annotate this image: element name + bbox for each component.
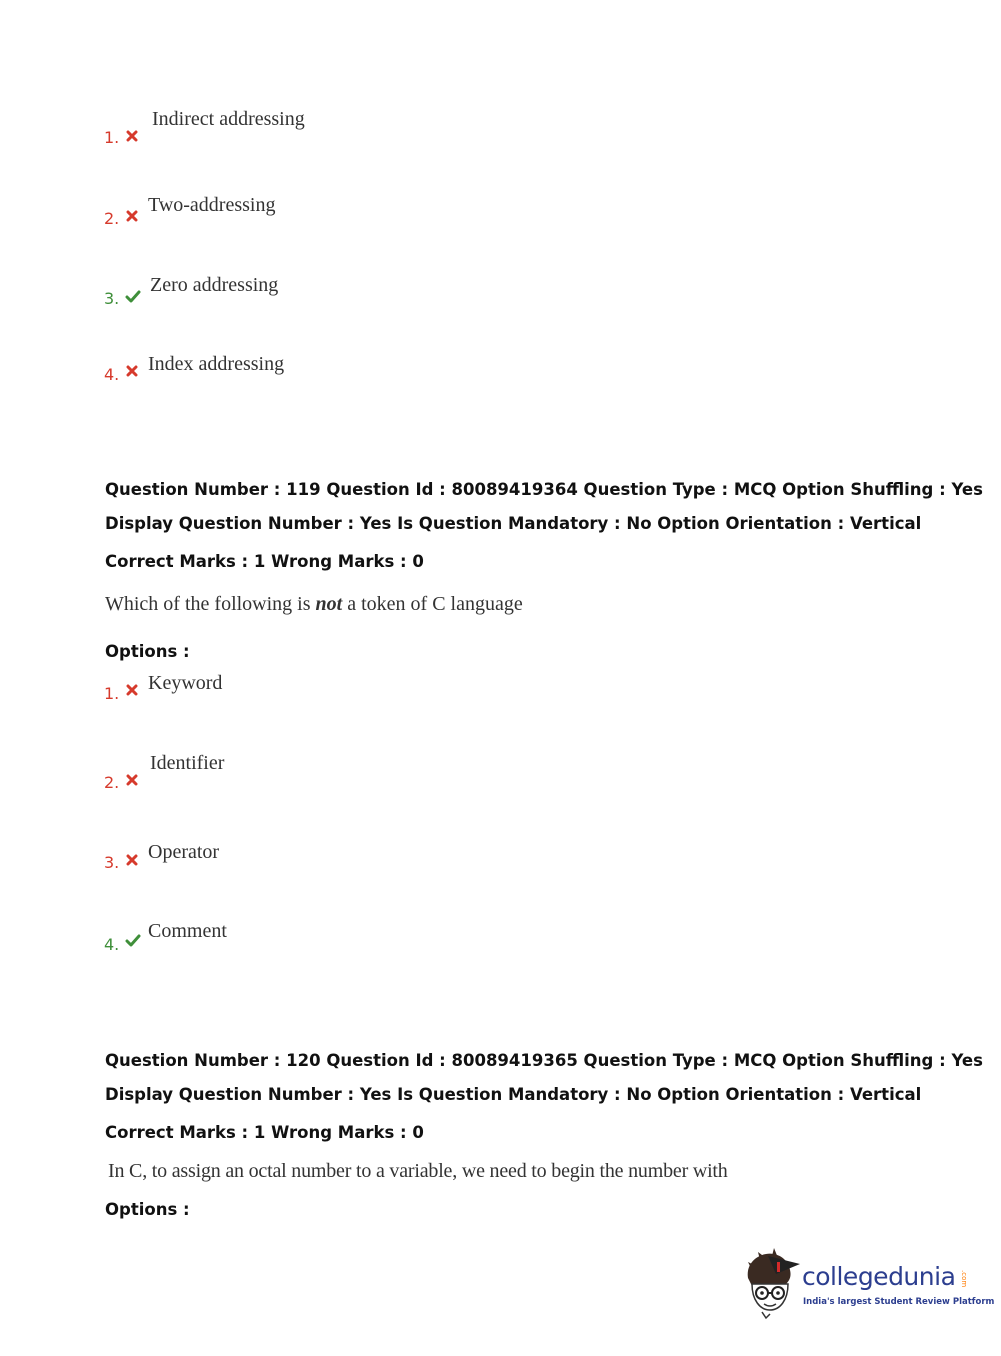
option-number: 4. [104,365,120,384]
cross-icon [125,209,139,223]
q120-question-text: In C, to assign an octal number to a variable, we need to begin the number with [108,1160,728,1182]
cross-icon [125,853,139,867]
mascot-icon [742,1248,802,1320]
brand-tagline: India's largest Student Review Platform [803,1297,995,1307]
q120-meta-line-3: Correct Marks : 1 Wrong Marks : 0 [105,1123,424,1142]
option-number: 3. [104,289,120,308]
option-text: Keyword [148,672,223,694]
collegedunia-logo [742,1248,995,1320]
option-text: Two-addressing [148,194,276,216]
option-text: Comment [148,920,227,942]
option-number: 2. [104,773,120,792]
check-icon [125,934,141,948]
cross-icon [125,773,139,787]
q120-meta-line-2: Display Question Number : Yes Is Question Mandatory : No Option Orientation : Vertical [105,1085,922,1104]
q119-meta-line-2: Display Question Number : Yes Is Question Mandatory : No Option Orientation : Vertical [105,514,922,533]
brand-suffix: .com [960,1270,968,1288]
option-text: Indirect addressing [152,108,305,130]
brand-name: collegedunia [802,1262,956,1291]
q120-options-label: Options : [105,1200,190,1219]
cross-icon [125,683,139,697]
q119-options-label: Options : [105,642,190,661]
cross-icon [125,364,139,378]
option-number: 4. [104,935,120,954]
option-number: 2. [104,209,120,228]
option-text: Index addressing [148,353,285,375]
q119-question-text [105,593,523,616]
option-text: Operator [148,841,220,863]
option-number: 3. [104,853,120,872]
check-icon [125,290,141,304]
option-number: 1. [104,684,120,703]
option-text: Identifier [150,752,225,774]
cross-icon [125,129,139,143]
option-text: Zero addressing [150,274,279,296]
option-number: 1. [104,128,120,147]
q120-meta-line-1: Question Number : 120 Question Id : 80089419365 Question Type : MCQ Option Shuffling : Yes [105,1051,983,1070]
question-text-pre: Which of the following is [105,593,316,615]
q119-meta-line-3: Correct Marks : 1 Wrong Marks : 0 [105,552,424,571]
q119-meta-line-1: Question Number : 119 Question Id : 80089419364 Question Type : MCQ Option Shuffling : Yes [105,480,983,499]
question-text-post: a token of C language [342,593,523,615]
question-text-emphasis: not [315,593,343,615]
